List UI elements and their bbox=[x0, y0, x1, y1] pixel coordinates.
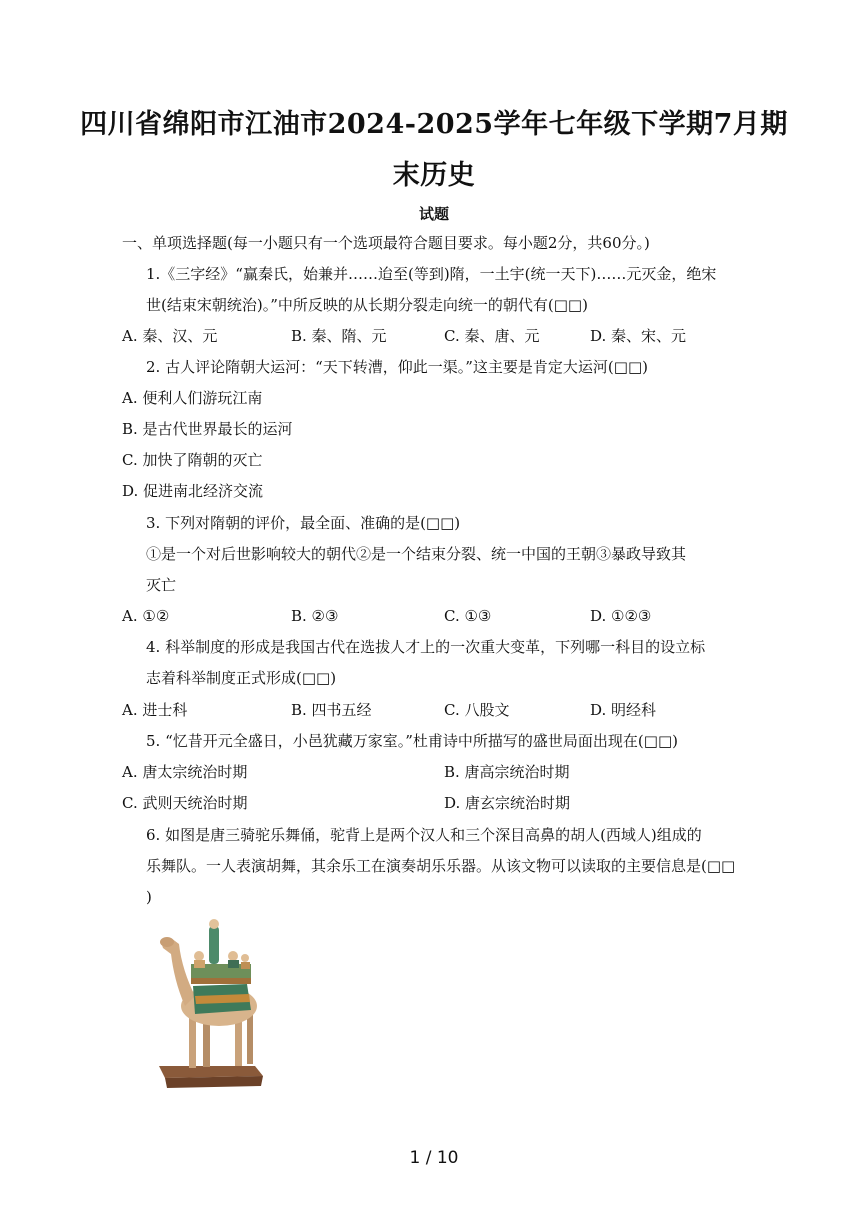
question-1-option-c: C. 秦、唐、元 bbox=[444, 327, 540, 345]
question-4-option-a: A. 进士科 bbox=[122, 701, 188, 719]
document-title-line-2: 末历史 bbox=[392, 160, 476, 191]
document-subtitle: 试题 bbox=[418, 205, 449, 223]
camel-figurine-image bbox=[155, 918, 265, 1093]
question-5-option-b: B. 唐高宗统治时期 bbox=[444, 763, 570, 781]
question-5-option-d: D. 唐玄宗统治时期 bbox=[444, 794, 571, 812]
question-6-text-line-2: 乐舞队。一人表演胡舞，其余乐工在演奏胡乐乐器。从该文物可以读取的主要信息是(□□ bbox=[146, 857, 736, 875]
question-2-option-b: B. 是古代世界最长的运河 bbox=[122, 420, 293, 438]
question-5-option-a: A. 唐太宗统治时期 bbox=[122, 763, 248, 781]
question-2-option-d: D. 促进南北经济交流 bbox=[122, 482, 264, 500]
question-1-option-a: A. 秦、汉、元 bbox=[122, 327, 218, 345]
question-4-option-d: D. 明经科 bbox=[590, 701, 657, 719]
document-title-line-1: 四川省绵阳市江油市2024-2025学年七年级下学期7月期 bbox=[80, 109, 788, 140]
question-5-option-c: C. 武则天统治时期 bbox=[122, 794, 248, 812]
question-1-text-line-1: 1.《三字经》“赢秦氏，始兼并……迨至(等到)隋，一土宇(统一天下)……元灭金，绝宋 bbox=[146, 265, 717, 283]
question-2-option-a: A. 便利人们游玩江南 bbox=[122, 389, 263, 407]
question-1-option-b: B. 秦、隋、元 bbox=[291, 327, 387, 345]
question-4-text-line-2: 志着科举制度正式形成(□□) bbox=[146, 669, 337, 687]
question-4-option-b: B. 四书五经 bbox=[291, 701, 372, 719]
question-3-text-line-1: 3. 下列对隋朝的评价，最全面、准确的是(□□) bbox=[146, 514, 461, 532]
question-4-text-line-1: 4. 科举制度的形成是我国古代在选拔人才上的一次重大变革，下列哪一科目的设立标 bbox=[146, 638, 706, 656]
question-4-option-c: C. 八股文 bbox=[444, 701, 510, 719]
question-2-option-c: C. 加快了隋朝的灭亡 bbox=[122, 451, 263, 469]
question-3-option-c: C. ①③ bbox=[444, 607, 492, 625]
question-3-option-b: B. ②③ bbox=[291, 607, 339, 625]
section-heading: 一、单项选择题(每一小题只有一个选项最符合题目要求。每小题2分，共60分。) bbox=[122, 234, 650, 252]
question-1-option-d: D. 秦、宋、元 bbox=[590, 327, 687, 345]
question-6-text-line-1: 6. 如图是唐三骑驼乐舞俑，驼背上是两个汉人和三个深目高鼻的胡人(西域人)组成的 bbox=[146, 826, 702, 844]
question-1-text-line-2: 世(结束宋朝统治)。”中所反映的从长期分裂走向统一的朝代有(□□) bbox=[146, 296, 588, 314]
page-number: 1 / 10 bbox=[409, 1148, 459, 1168]
question-6-text-line-3: ) bbox=[146, 888, 152, 906]
question-3-option-d: D. ①②③ bbox=[590, 607, 652, 625]
question-3-option-a: A. ①② bbox=[122, 607, 170, 625]
question-2-text: 2. 古人评论隋朝大运河：“天下转漕，仰此一渠。”这主要是肯定大运河(□□) bbox=[146, 358, 648, 376]
question-3-text-line-3: 灭亡 bbox=[146, 576, 177, 594]
question-3-text-line-2: ①是一个对后世影响较大的朝代②是一个结束分裂、统一中国的王朝③暴政导致其 bbox=[146, 545, 687, 563]
question-5-text: 5. “忆昔开元全盛日，小邑犹藏万家室。”杜甫诗中所描写的盛世局面出现在(□□) bbox=[146, 732, 678, 750]
